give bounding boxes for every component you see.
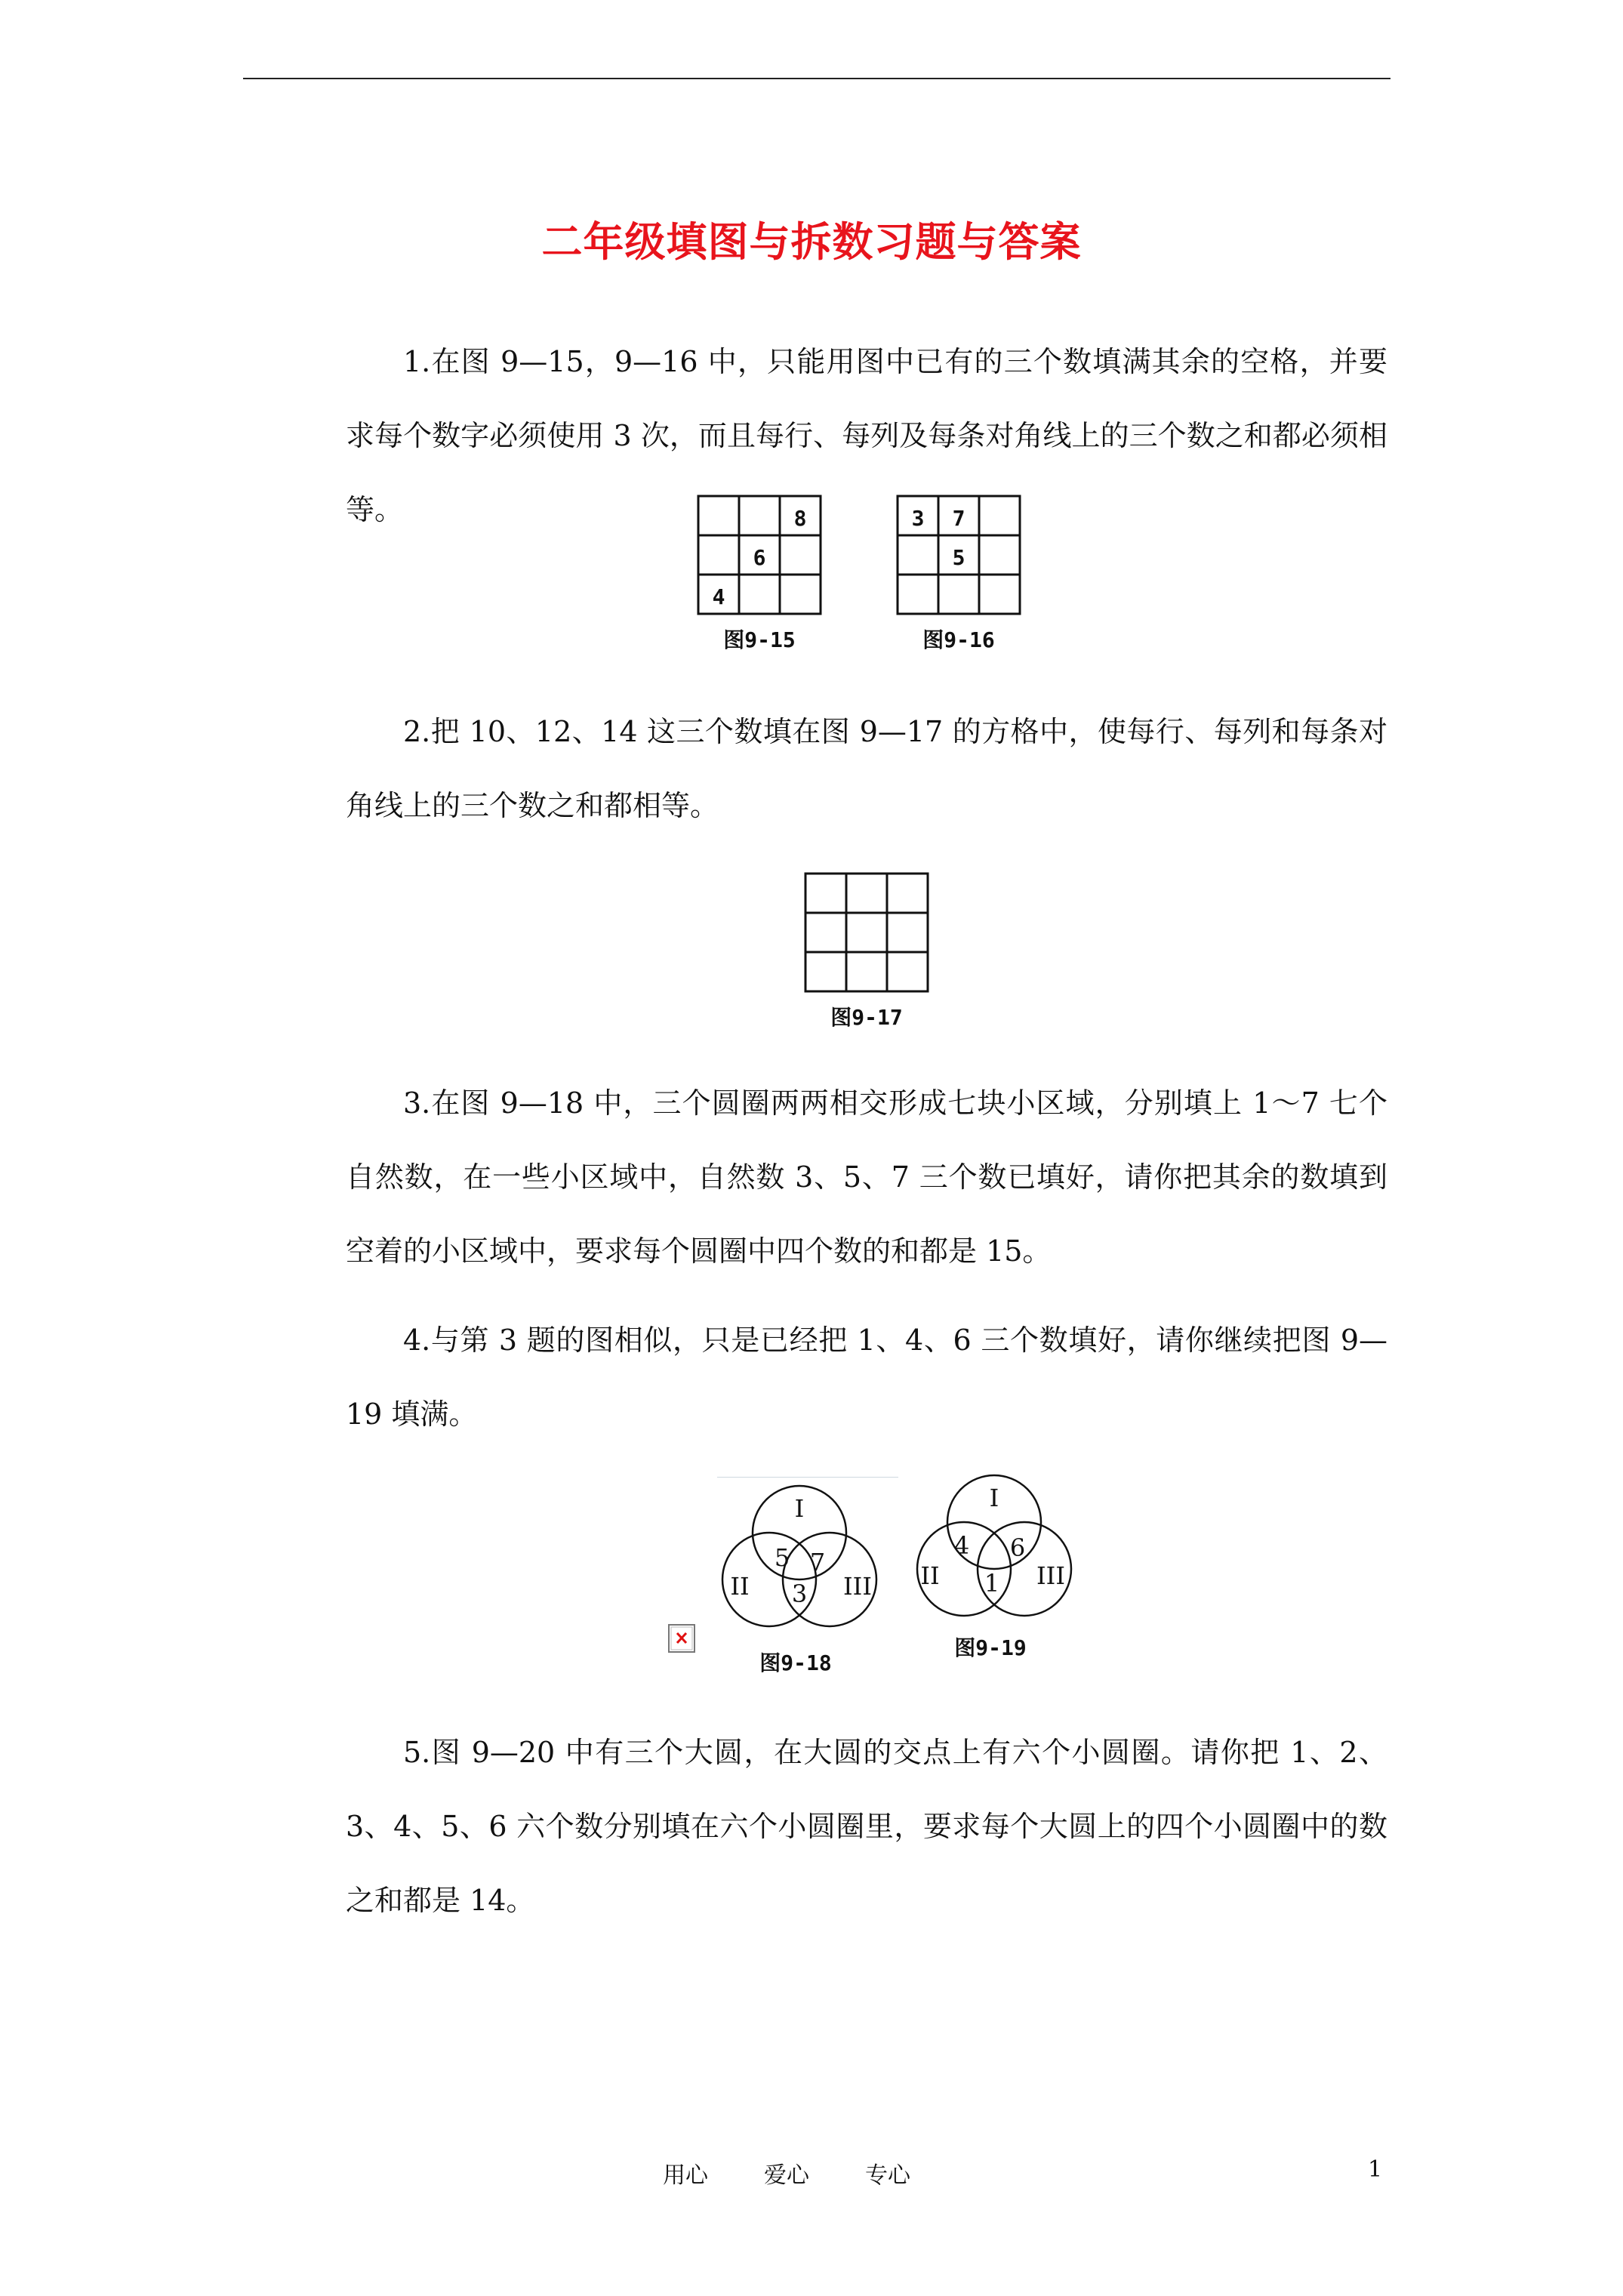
footer-item: 专心 <box>865 2162 910 2189</box>
region-value: 4 <box>953 1531 970 1560</box>
circle-label-ii: II <box>730 1572 750 1601</box>
region-value: 1 <box>984 1569 1000 1598</box>
figure-9-17 <box>802 870 930 1036</box>
page-title: 二年级填图与拆数习题与答案 <box>541 217 1082 266</box>
question-3-text: 3.在图 9—18 中，三个圆圈两两相交形成七块小区域，分别填上 1～7 七个自然数，在一些小区域中，自然数 3、5、7 三个数已填好，请你把其余的数填到空着的小区域中，要求每个圆圈中四个数的和都是 15。 <box>346 1086 1387 1268</box>
question-4-text: 4.与第 3 题的图相似，只是已经把 1、4、6 三个数填好，请你继续把图 9—19 填满。 <box>346 1324 1387 1431</box>
question-4 <box>346 1303 1387 1451</box>
figure-caption: 图9-15 <box>723 627 796 652</box>
figure-9-16 <box>894 492 1022 658</box>
question-5 <box>346 1715 1387 1937</box>
header-rule <box>243 78 1390 79</box>
cell: 3 <box>911 506 925 531</box>
cell: 5 <box>952 545 965 570</box>
circle-label-ii: II <box>920 1561 940 1590</box>
question-5-text: 5.图 9—20 中有三个大圆，在大圆的交点上有六个小圆圈。请你把 1、2、3、4、5、6 六个数分别填在六个小圆圈里，要求每个大圆上的四个小圆圈中的数之和都是 14。 <box>346 1736 1387 1917</box>
region-value: 3 <box>791 1579 808 1608</box>
figure-top-line <box>717 1477 898 1478</box>
region-value: 7 <box>809 1548 826 1576</box>
footer-motto <box>663 2156 910 2190</box>
broken-image-icon <box>667 1623 698 1655</box>
figure-caption: 图9-17 <box>830 1005 903 1030</box>
region-value: 6 <box>1009 1533 1026 1562</box>
question-1-text: 1.在图 9—15，9—16 中，只能用图中已有的三个数填满其余的空格，并要求每个数字必须使用 3 次，而且每行、每列及每条对角线上的三个数之和都必须相等。 <box>346 345 1387 526</box>
circle-label-iii: III <box>843 1572 872 1601</box>
figure-9-19 <box>907 1471 1081 1667</box>
question-2-text: 2.把 10、12、14 这三个数填在图 9—17 的方格中，使每行、每列和每条对角线上的三个数之和都相等。 <box>346 715 1387 822</box>
circle-label-i: I <box>989 1484 999 1512</box>
cell: 7 <box>952 506 965 531</box>
figure-caption: 图9-16 <box>922 627 995 652</box>
cell: 4 <box>712 584 725 609</box>
circle-label-i: I <box>794 1494 805 1523</box>
figure-caption: 图9-19 <box>954 1635 1027 1660</box>
footer-item: 爱心 <box>764 2162 809 2189</box>
figure-9-18 <box>713 1481 886 1685</box>
question-1 <box>346 325 1387 547</box>
figure-9-15 <box>694 492 823 658</box>
footer-item: 用心 <box>663 2162 708 2189</box>
question-2 <box>346 695 1387 843</box>
cell: 8 <box>793 506 807 531</box>
cell: 6 <box>753 545 766 570</box>
circle-label-iii: III <box>1036 1561 1065 1590</box>
question-3 <box>346 1066 1387 1288</box>
figure-caption: 图9-18 <box>759 1650 832 1675</box>
region-value: 5 <box>774 1543 790 1572</box>
page-number: 1 <box>1368 2156 1383 2183</box>
